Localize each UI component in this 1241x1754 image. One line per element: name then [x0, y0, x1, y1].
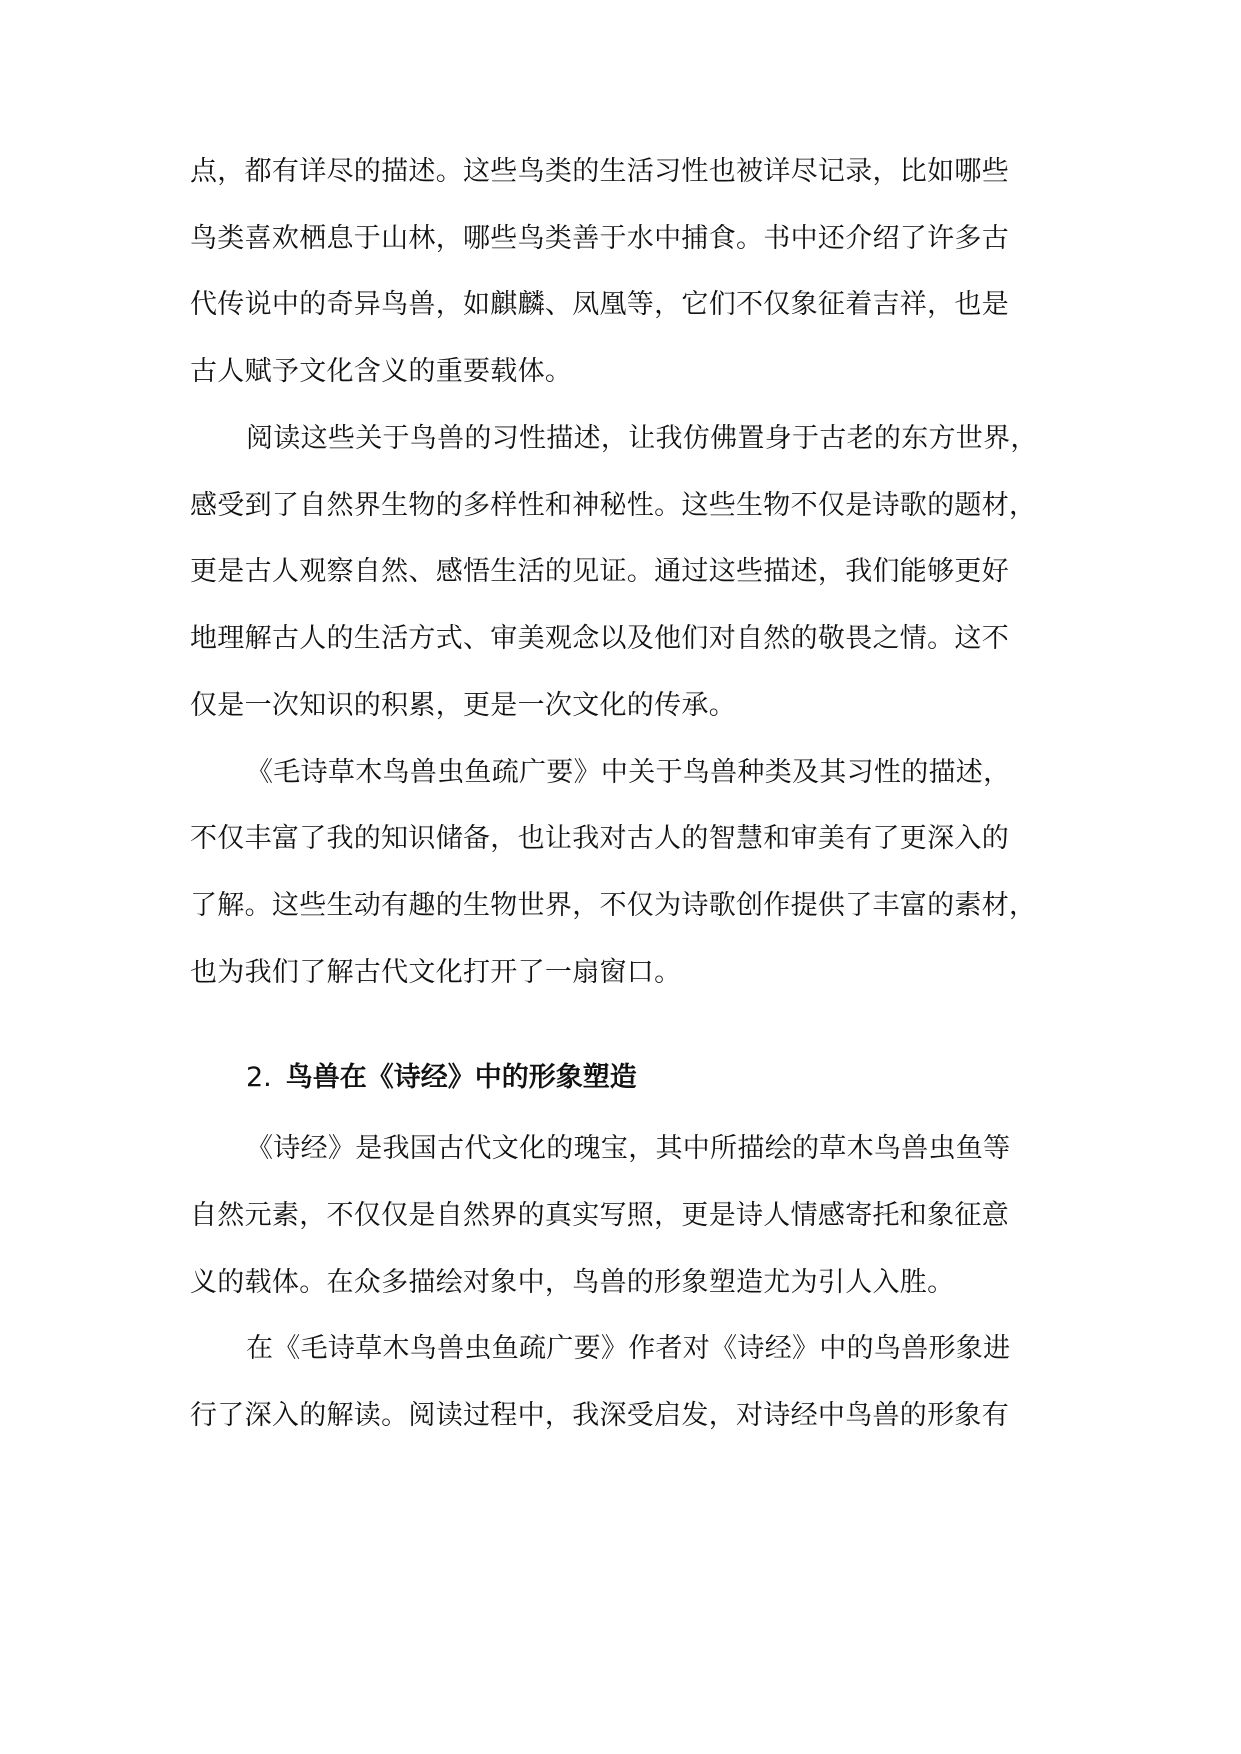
paragraph-3-line-1: 《毛诗草木鸟兽虫鱼疏广要》中关于鸟兽种类及其习性的描述，: [246, 757, 1011, 788]
paragraph-2-line-4: 地理解古人的生活方式、审美观念以及他们对自然的敬畏之情。这不: [190, 623, 1009, 654]
paragraph-2-line-3: 更是古人观察自然、感悟生活的见证。通过这些描述，我们能够更好: [190, 556, 1009, 587]
section-paragraph-1-line-2: 自然元素，不仅仅是自然界的真实写照，更是诗人情感寄托和象征意: [190, 1200, 1009, 1231]
section-number: 2.: [246, 1062, 272, 1093]
section-paragraph-1-line-1: 《诗经》是我国古代文化的瑰宝，其中所描绘的草木鸟兽虫鱼等: [246, 1133, 1011, 1164]
paragraph-2-line-2: 感受到了自然界生物的多样性和神秘性。这些生物不仅是诗歌的题材，: [190, 490, 1037, 521]
section-title: 鸟兽在《诗经》中的形象塑造: [285, 1062, 637, 1093]
section-heading: [246, 1058, 637, 1098]
section-paragraph-1-line-3: 义的载体。在众多描绘对象中，鸟兽的形象塑造尤为引人入胜。: [190, 1267, 955, 1298]
paragraph-3-line-4: 也为我们了解古代文化打开了一扇窗口。: [190, 957, 682, 988]
paragraph-1-line-4: 古人赋予文化含义的重要载体。: [190, 356, 573, 387]
paragraph-1-line-3: 代传说中的奇异鸟兽，如麒麟、凤凰等，它们不仅象征着吉祥，也是: [190, 289, 1009, 320]
paragraph-3-line-3: 了解。这些生动有趣的生物世界，不仅为诗歌创作提供了丰富的素材，: [190, 890, 1037, 921]
paragraph-1-line-2: 鸟类喜欢栖息于山林，哪些鸟类善于水中捕食。书中还介绍了许多古: [190, 223, 1009, 254]
paragraph-1-line-1: 点，都有详尽的描述。这些鸟类的生活习性也被详尽记录，比如哪些: [190, 156, 1009, 187]
paragraph-2-line-1: 阅读这些关于鸟兽的习性描述，让我仿佛置身于古老的东方世界，: [246, 423, 1038, 454]
section-paragraph-2-line-1: 在《毛诗草木鸟兽虫鱼疏广要》作者对《诗经》中的鸟兽形象进: [246, 1333, 1011, 1364]
paragraph-3-line-2: 不仅丰富了我的知识储备，也让我对古人的智慧和审美有了更深入的: [190, 823, 1009, 854]
paragraph-2-line-5: 仅是一次知识的积累，更是一次文化的传承。: [190, 690, 736, 721]
section-paragraph-2-line-2: 行了深入的解读。阅读过程中，我深受启发，对诗经中鸟兽的形象有: [190, 1400, 1009, 1431]
